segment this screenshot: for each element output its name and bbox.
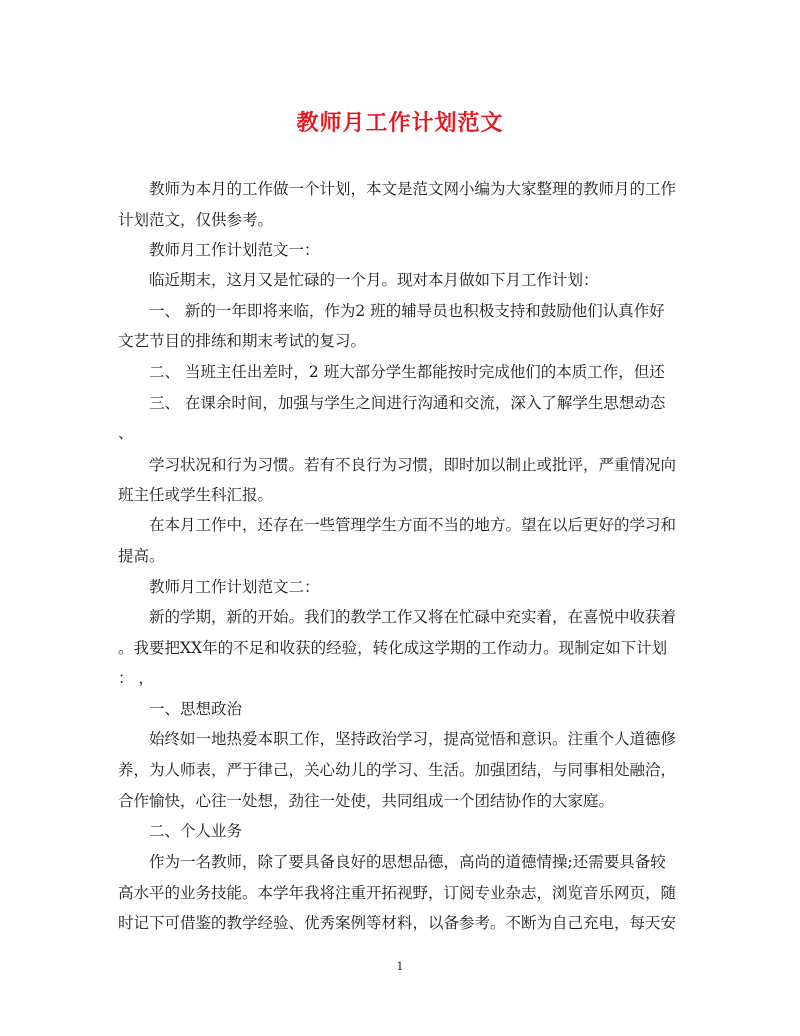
body-line: 始终如一地热爱本职工作，坚持政治学习，提高觉悟和意识。注重个人道德修 [149,730,677,748]
body-line: ： ， [118,669,154,687]
body-line: 。我要把XX年的不足和收获的经验，转化成这学期的工作动力。现制定如下计划 [118,639,668,657]
body-line: 计划范文，仅供参考。 [118,211,274,229]
body-line: 养，为人师表，严于律己，关心幼儿的学习、生活。加强团结，与同事相处融洽， [118,761,677,779]
body-line: 高水平的业务技能。本学年我将注重开拓视野，订阅专业杂志，浏览音乐网页，随 [118,884,677,902]
body-line: 学习状况和行为习惯。若有不良行为习惯，即时加以制止或批评，严重情况向 [149,456,677,474]
body-line: 二、 当班主任出差时，2 班大部分学生都能按时完成他们的本质工作，但还 [149,363,665,381]
body-line: 三、 在课余时间，加强与学生之间进行沟通和交流，深入了解学生思想动态 [149,394,666,412]
body-line: 时记下可借鉴的教学经验、优秀案例等材料，以备参考。不断为自己充电，每天安 [118,914,677,932]
body-line: 文艺节目的排练和期末考试的复习。 [118,332,367,350]
body-line: 临近期末，这月又是忙碌的一个月。现对本月做如下月工作计划： [149,271,599,289]
body-line: 一、 新的一年即将来临，作为2 班的辅导员也积极支持和鼓励他们认真作好 [149,302,665,320]
section-heading: 一、思想政治 [149,700,243,718]
body-line: 、 [118,424,134,442]
body-line: 教师为本月的工作做一个计划，本文是范文网小编为大家整理的教师月的工作 [149,180,677,198]
document-title: 教师月工作计划范文 [296,111,504,136]
page-number: 1 [396,960,404,973]
body-line: 提高。 [118,547,165,565]
body-line: 班主任或学生科汇报。 [118,486,274,504]
body-line: 教师月工作计划范文二： [149,578,320,596]
body-line: 合作愉快，心往一处想，劲往一处使，共同组成一个团结协作的大家庭。 [118,792,615,810]
section-heading: 二、个人业务 [149,822,243,840]
body-line: 教师月工作计划范文一： [149,241,320,259]
body-line: 作为一名教师，除了要具备良好的思想品德，高尚的道德情操;还需要具备较 [149,853,666,871]
body-line: 新的学期，新的开始。我们的教学工作又将在忙碌中充实着，在喜悦中收获着 [149,608,677,626]
body-line: 在本月工作中，还存在一些管理学生方面不当的地方。望在以后更好的学习和 [149,516,677,534]
